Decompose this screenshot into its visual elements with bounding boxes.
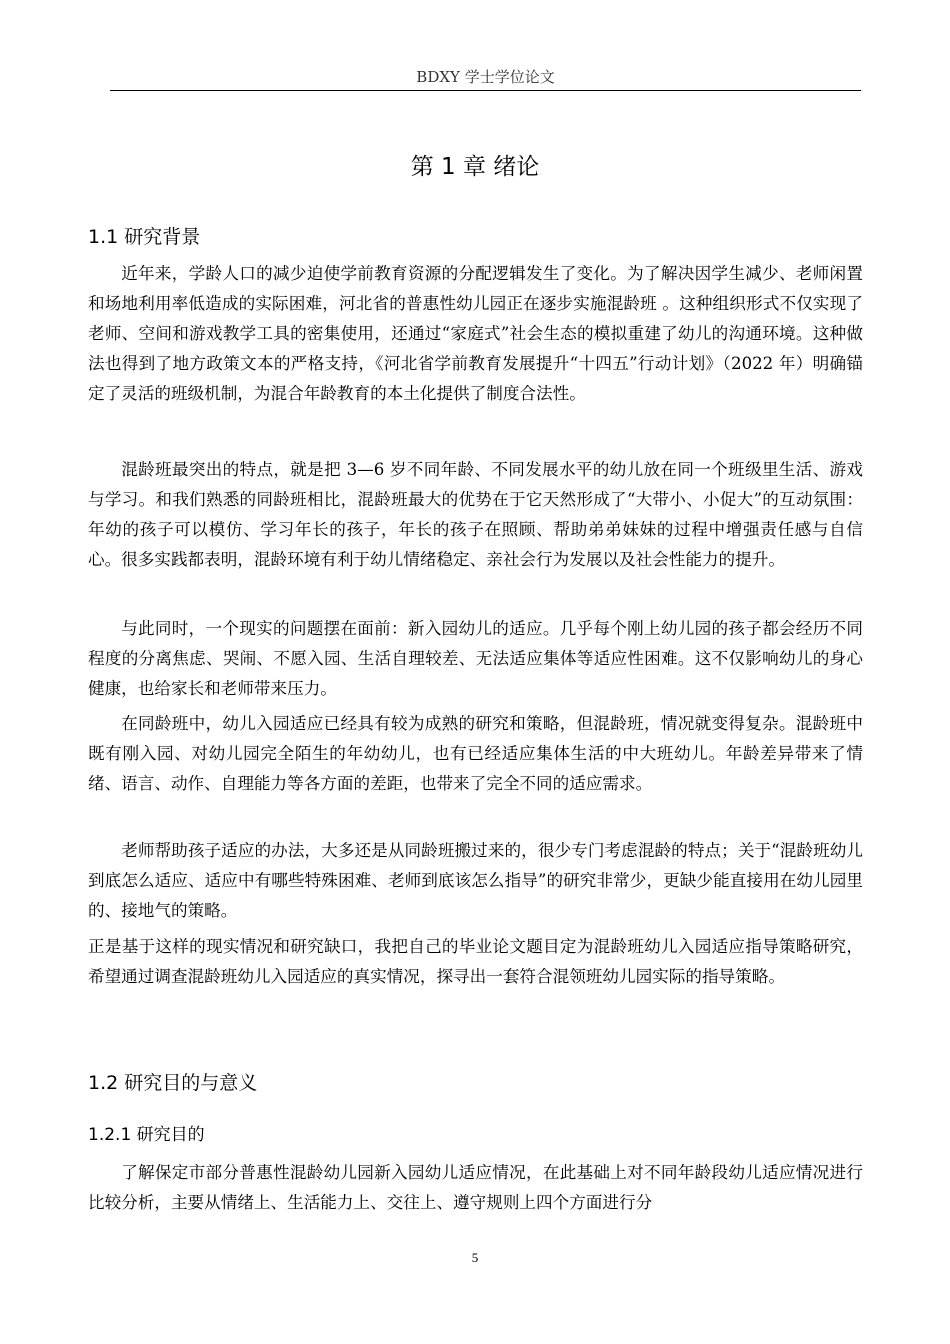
- paragraph-2: 混龄班最突出的特点，就是把 3—6 岁不同年龄、不同发展水平的幼儿放在同一个班级里生活、游戏与学习。和我们熟悉的同龄班相比，混龄班最大的优势在于它天然形成了“大带小、小促大”的互动氛围：年幼的孩子可以模仿、学习年长的孩子，年长的孩子在照顾、帮助弟弟妹妹的过程中增强责任感与自信心。很多实践都表明，混龄环境有利于幼儿情绪稳定、亲社会行为发展以及社会性能力的提升。: [88, 460, 863, 569]
- chapter-title: 第 1 章 绪论: [410, 154, 540, 180]
- paragraph-7: 了解保定市部分普惠性混龄幼儿园新入园幼儿适应情况，在此基础上对不同年龄段幼儿适应情况进行比较分析，主要从情绪上、生活能力上、交往上、遵守规则上四个方面进行分: [88, 1163, 863, 1212]
- header-rule: [110, 90, 861, 91]
- paragraph-5: 老师帮助孩子适应的办法，大多还是从同龄班搬过来的，很少专门考虑混龄的特点；关于“混龄班幼儿到底怎么适应、适应中有哪些特殊困难、老师到底该怎么指导”的研究非常少，更缺少能直接用在幼儿园里的、接地气的策略。: [88, 841, 863, 920]
- paragraph-1: 近年来，学龄人口的减少迫使学前教育资源的分配逻辑发生了变化。为了解决因学生减少、老师闲置和场地利用率低造成的实际困难，河北省的普惠性幼儿园正在逐步实施混龄班 。这种组织形式不仅实现了老师、空间和游戏教学工具的密集使用，还通过“家庭式”社会生态的模拟重建了幼儿的沟通环境。这种做法也得到了地方政策文本的严格支持，《河北省学前教育发展提升“十四五”行动计划》（2022 年）明确锚定了灵活的班级机制，为混合年龄教育的本土化提供了制度合法性。: [88, 264, 863, 403]
- paragraph-3: 与此同时，一个现实的问题摆在面前：新入园幼儿的适应。几乎每个刚上幼儿园的孩子都会经历不同程度的分离焦虑、哭闹、不愿入园、生活自理较差、无法适应集体等适应性困难。这不仅影响幼儿的身心健康，也给家长和老师带来压力。: [88, 619, 863, 698]
- section-heading-1-2: 1.2 研究目的与意义: [88, 1072, 258, 1094]
- section-heading-1-1: 1.1 研究背景: [88, 226, 201, 248]
- running-header: BDXY 学士学位论文: [416, 68, 555, 86]
- page-number: 5: [471, 1250, 479, 1265]
- subsection-heading-1-2-1: 1.2.1 研究目的: [88, 1125, 205, 1145]
- paragraph-4: 在同龄班中，幼儿入园适应已经具有较为成熟的研究和策略，但混龄班，情况就变得复杂。混龄班中既有刚入园、对幼儿园完全陌生的年幼幼儿，也有已经适应集体生活的中大班幼儿。年龄差异带来了情绪、语言、动作、自理能力等各方面的差距，也带来了完全不同的适应需求。: [88, 714, 863, 793]
- paragraph-6: 正是基于这样的现实情况和研究缺口，我把自己的毕业论文题目定为混龄班幼儿入园适应指导策略研究，希望通过调查混龄班幼儿入园适应的真实情况，探寻出一套符合混领班幼儿园实际的指导策略。: [88, 937, 863, 986]
